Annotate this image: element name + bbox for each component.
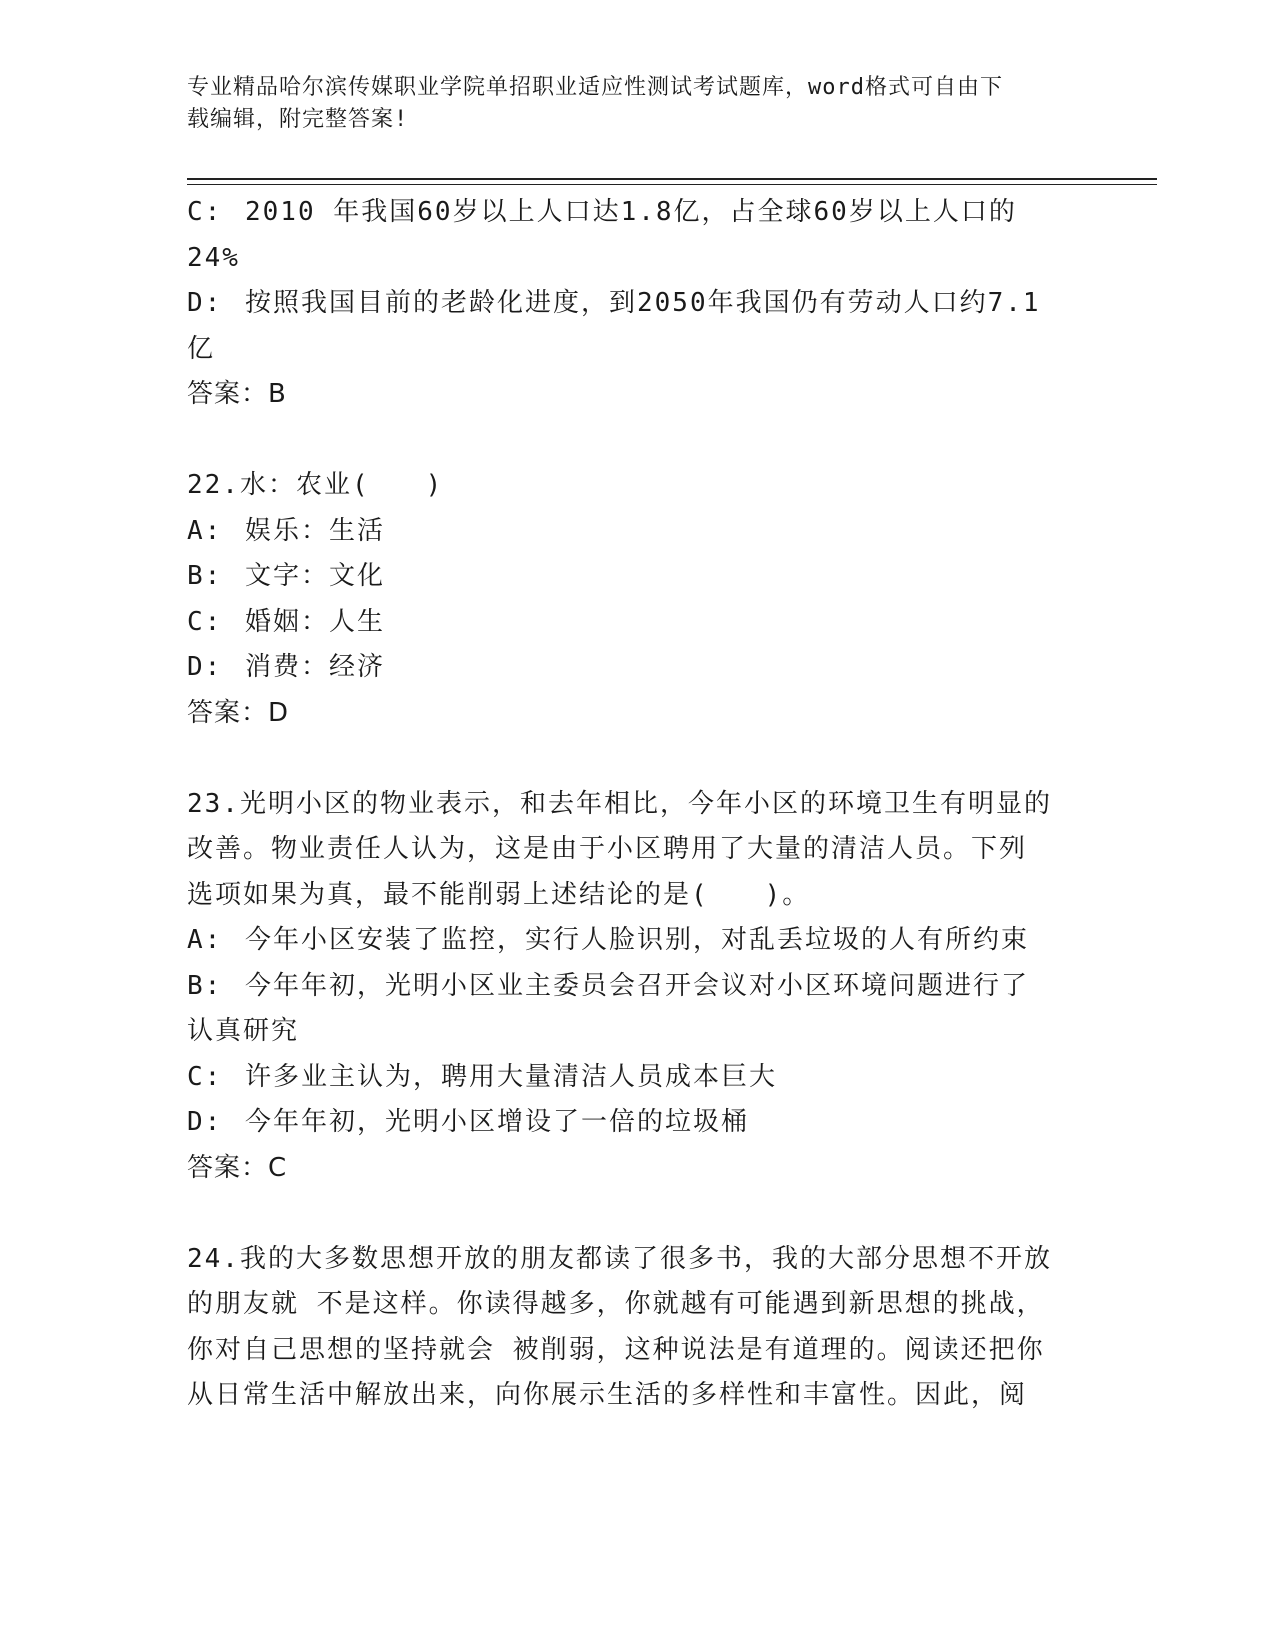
- option-text: 娱乐：生活: [245, 515, 386, 546]
- option-text: 今年小区安装了监控，实行人脸识别，对乱丢垃圾的人有所约束: [245, 925, 1030, 955]
- option-label: C:: [187, 606, 223, 637]
- header-rule-thick: [187, 178, 1157, 180]
- option-text: 许多业主认为，聘用大量清洁人员成本巨大: [245, 1061, 778, 1092]
- question-24-line-4: 从日常生活中解放出来，向你展示生活的多样性和丰富性。因此，阅: [187, 1380, 1028, 1410]
- option-label: D:: [187, 652, 223, 682]
- q23-option-a: [187, 918, 1087, 964]
- option-label: D:: [187, 288, 223, 318]
- option-text: 2010 年我国60岁以上人口达1.8亿，占全球60岁以上人口的: [245, 197, 1017, 227]
- option-text: 文字：文化: [245, 561, 386, 591]
- q22-answer: 答案：D: [187, 697, 290, 728]
- q22-option-d: [187, 645, 1087, 691]
- option-label: A:: [187, 925, 223, 955]
- option-text-continued: 亿: [187, 333, 216, 364]
- option-text-continued: 24%: [187, 242, 240, 273]
- prev-option-d: [187, 281, 1087, 327]
- q23-answer: 答案：C: [187, 1152, 288, 1183]
- q22-option-c: [187, 600, 1087, 646]
- option-text: 今年年初，光明小区业主委员会召开会议对小区环境问题进行了: [245, 970, 1030, 1001]
- question-23-stem-line-2: 改善。物业责任人认为，这是由于小区聘用了大量的清洁人员。下列: [187, 834, 1028, 864]
- q23-option-d: [187, 1100, 1087, 1146]
- prev-option-c: [187, 190, 1087, 236]
- option-text: 今年年初，光明小区增设了一倍的垃圾桶: [245, 1107, 750, 1137]
- question-22-stem: 22.水：农业( ): [187, 470, 444, 500]
- option-label: A:: [187, 515, 223, 546]
- question-23-stem-line-3: 选项如果为真，最不能削弱上述结论的是( )。: [187, 879, 811, 910]
- question-24-line-1: 24.我的大多数思想开放的朋友都读了很多书，我的大部分思想不开放: [187, 1243, 1052, 1274]
- header-line-2: 载编辑，附完整答案!: [187, 107, 409, 132]
- header-line-1: 专业精品哈尔滨传媒职业学院单招职业适应性测试考试题库，word格式可自由下: [187, 75, 1003, 100]
- question-23-stem-line-1: 23.光明小区的物业表示，和去年相比，今年小区的环境卫生有明显的: [187, 788, 1052, 819]
- option-label: B:: [187, 561, 223, 591]
- option-text: 按照我国目前的老龄化进度，到2050年我国仍有劳动人口约7.1: [245, 288, 1041, 318]
- option-text-continued: 认真研究: [187, 1016, 300, 1046]
- header-rule-thin: [187, 184, 1157, 185]
- option-label: C:: [187, 1061, 223, 1092]
- question-content: [187, 190, 1087, 1419]
- question-24-line-3: 你对自己思想的坚持就会 被削弱，这种说法是有道理的。阅读还把你: [187, 1334, 1045, 1365]
- option-label: B:: [187, 970, 223, 1001]
- q22-option-b: [187, 554, 1087, 600]
- page-header: [187, 72, 1087, 136]
- q23-option-b: [187, 964, 1087, 1010]
- prev-answer: 答案：B: [187, 379, 287, 409]
- option-text: 消费：经济: [245, 652, 386, 682]
- q23-option-c: [187, 1055, 1087, 1101]
- question-24-line-2: 的朋友就 不是这样。你读得越多，你就越有可能遇到新思想的挑战，: [187, 1289, 1045, 1319]
- option-text: 婚姻：人生: [245, 606, 386, 637]
- q22-option-a: [187, 509, 1087, 555]
- option-label: D:: [187, 1107, 223, 1137]
- option-label: C:: [187, 197, 223, 227]
